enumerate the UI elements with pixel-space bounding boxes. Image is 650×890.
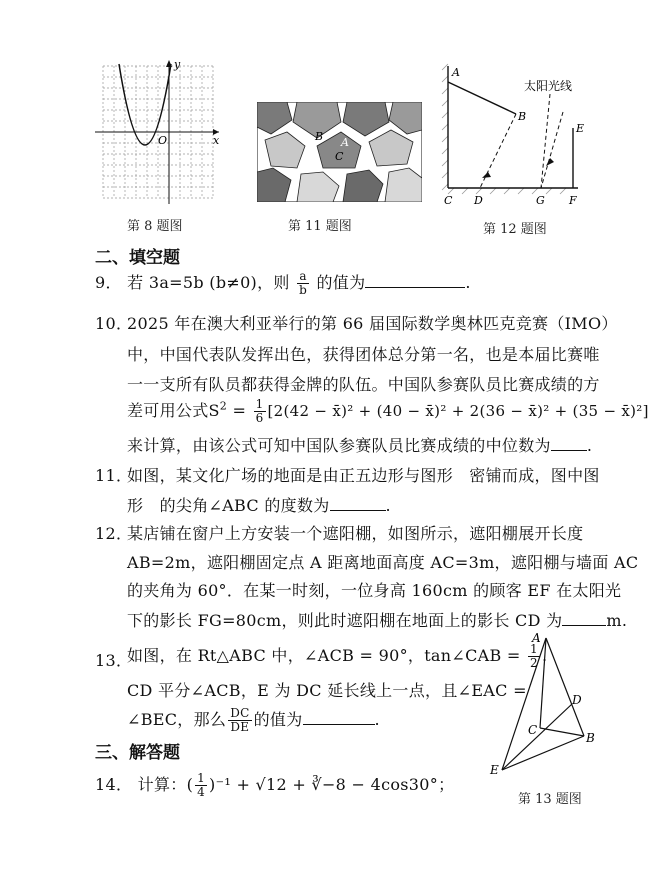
q10-formula-eq: =	[227, 401, 252, 420]
q9-frac-num: a	[299, 269, 307, 283]
fig8-origin-label: O	[158, 134, 168, 147]
q11-end: .	[385, 496, 391, 515]
q9-end: .	[465, 273, 471, 292]
q13-number: 13．	[95, 651, 133, 670]
q13-line-1-end: .	[541, 646, 548, 665]
q12-line-3: 的夹角为 60°．在某一时刻，一位身高 160cm 的顾客 EF 在太阳光	[127, 581, 622, 600]
q10-number: 10．	[95, 314, 133, 333]
fig12-g-label: G	[536, 194, 545, 207]
figure-8-caption: 第 8 题图	[127, 219, 183, 234]
figure-12-caption: 第 12 题图	[483, 222, 547, 237]
q10-fraction	[254, 398, 266, 425]
fig12-e-label: E	[576, 122, 585, 135]
q10-line-5-text: 来计算，由该公式可知中国队参赛队员比赛成绩的中位数为	[127, 436, 551, 455]
q9-answer-blank[interactable]	[365, 273, 465, 288]
fig12-f-label: F	[569, 194, 577, 207]
q13-end: .	[374, 710, 380, 729]
q13-answer-blank[interactable]	[303, 710, 375, 725]
figure-12-awning	[438, 62, 588, 212]
q11-line-2-text: 形 的尖角∠ABC 的度数为	[127, 496, 330, 515]
fig13-c-label: C	[528, 723, 538, 737]
q12-number: 12．	[95, 524, 133, 543]
q12-line-1: 某店铺在窗户上方安装一个遮阳棚，如图所示，遮阳棚展开长度	[127, 524, 584, 543]
question-9	[95, 270, 471, 297]
q10-formula-sup: 2	[219, 399, 228, 413]
q14-text-rest: ⁻¹ + √12 + ∛−8 − 4cos30°；	[215, 775, 455, 794]
q12-end: m.	[606, 611, 628, 630]
q9-number: 9．	[95, 273, 122, 292]
figure-13-triangle	[480, 628, 600, 778]
q13-line-3	[127, 707, 380, 734]
q11-number: 11．	[95, 466, 133, 485]
fig11-b-label: B	[315, 130, 324, 143]
q10-answer-blank[interactable]	[551, 436, 587, 451]
q13-line-2: CD 平分∠ACB，E 为 DC 延长线上一点，且∠EAC =	[127, 681, 527, 700]
fig12-b-label: B	[518, 110, 527, 123]
q10-end: .	[586, 436, 593, 455]
q10-line-2: 中，中国代表队发挥出色，获得团体总分第一名，也是本届比赛唯	[127, 345, 600, 364]
fig8-y-label: y	[174, 58, 181, 71]
fig12-sunlight-label: 太阳光线	[524, 79, 573, 93]
q9-frac-den: b	[299, 283, 308, 297]
fig12-c-label: C	[444, 194, 453, 207]
q14-text-start: 计算：	[137, 775, 187, 794]
fig13-d-label: D	[572, 693, 582, 707]
q9-text-1: 若 3a=5b (b≠0)，则	[127, 273, 290, 292]
q10-line-4	[127, 398, 649, 425]
q10-line-1: 2025 年在澳大利亚举行的第 66 届国际数学奥林匹克竞赛（IMO）	[127, 314, 618, 333]
q14-fraction	[195, 772, 207, 799]
q9-text-2: 的值为	[316, 273, 366, 292]
fig13-e-label: E	[490, 763, 499, 777]
fig12-d-label: D	[474, 194, 483, 207]
question-14: 14． 计算：( $\frac{1}{4}$ )⁻¹ + √12 + ∛−8 − 4cos30°；	[95, 771, 455, 799]
fig11-c-label: C	[335, 150, 344, 163]
q10-line-5	[127, 433, 592, 456]
figure-8-graph	[95, 58, 225, 208]
fig13-a-label: A	[532, 631, 541, 645]
q10-formula-start: 差可用公式S	[127, 401, 220, 420]
fig11-a-label: A	[341, 136, 349, 149]
q13-frac1-den: 2	[530, 656, 538, 670]
q13-frac2-den: DE	[230, 720, 250, 734]
q11-answer-blank[interactable]	[330, 496, 386, 511]
q12-line-2: AB=2m，遮阳棚固定点 A 距离地面高度 AC=3m，遮阳棚与墙面 AC	[127, 553, 639, 572]
q10-line-3: 一一支所有队员都获得金牌的队伍。中国队参赛队员比赛成绩的方	[127, 375, 600, 394]
q10-formula-body: [2(42 − x̄)² + (40 − x̄)² + 2(36 − x̄)² + (35 − x̄)²]	[267, 402, 649, 420]
q14-frac-den: 4	[197, 785, 206, 799]
q13-frac1-num: 1	[530, 642, 538, 656]
q13-line-1-text: 如图，在 Rt△ABC 中，∠ACB = 90°，tan∠CAB =	[127, 646, 527, 665]
q14-frac-num: 1	[197, 771, 206, 785]
fig8-x-label: x	[213, 134, 220, 147]
section-answer-title: 三、解答题	[95, 743, 180, 763]
figure-11-tiling	[257, 102, 422, 202]
fig13-b-label: B	[586, 731, 595, 745]
q10-frac-den: 6	[255, 411, 264, 425]
figure-13-caption: 第 13 题图	[518, 792, 582, 807]
q13-line-3-text: 的值为	[253, 710, 303, 729]
q11-line-1: 如图，某文化广场的地面是由正五边形与图形 密铺而成，图中图	[127, 466, 600, 485]
fig12-a-label: A	[452, 66, 460, 79]
figure-11-caption: 第 11 题图	[288, 219, 352, 234]
q14-number: 14．	[95, 775, 133, 794]
q12-line-4-text: 下的影长 FG=80cm，则此时遮阳棚在地面上的影长 CD 为	[127, 611, 563, 630]
q13-frac2-num: DC	[230, 706, 250, 720]
q13-fraction-2	[228, 707, 251, 734]
section-fill-blank-title: 二、填空题	[95, 248, 180, 268]
q13-line-3-start: ∠BEC，那么	[127, 710, 227, 729]
q9-fraction	[297, 270, 309, 297]
q11-line-2	[127, 493, 391, 516]
q12-answer-blank[interactable]	[562, 611, 606, 626]
q10-frac-num: 1	[255, 397, 264, 411]
